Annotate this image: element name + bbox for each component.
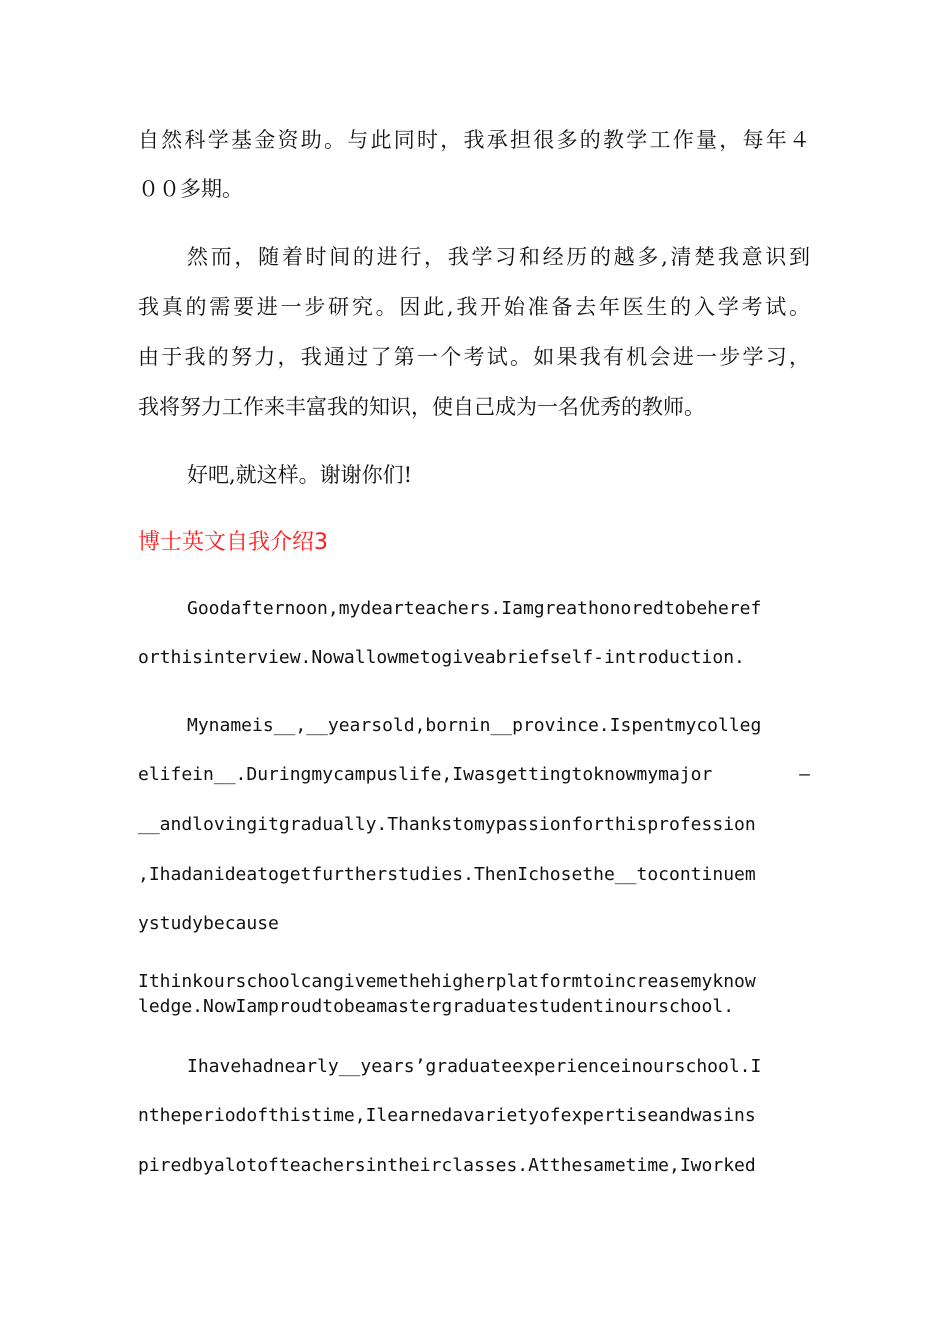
section-heading: 博士英文自我介绍3 xyxy=(138,530,328,555)
paragraph-line: Mynameis__,__yearsold,bornin__province.Ispentmycolleg xyxy=(187,715,762,736)
paragraph-line: piredbyalotofteachersintheirclasses.Atthesametime,Iworked xyxy=(138,1155,756,1176)
paragraph-line: 好吧,就这样。谢谢你们! xyxy=(187,463,413,487)
paragraph-line: 自然科学基金资助。与此同时，我承担很多的教学工作量，每年４ xyxy=(138,128,810,152)
paragraph-line: 由于我的努力，我通过了第一个考试。如果我有机会进一步学习， xyxy=(138,345,810,369)
paragraph-line: ledge.NowIamproudtobeamastergraduatestudentinourschool. xyxy=(138,996,735,1017)
paragraph-line: Ithinkourschoolcangivemethehigherplatformtoincreasemyknow xyxy=(138,971,756,992)
paragraph-line: ００多期。 xyxy=(138,177,243,201)
paragraph-line: ,Ihadanideatogetfurtherstudies.ThenIchosethe__tocontinuem xyxy=(138,864,756,885)
paragraph-line: ntheperiodofthistime,Ilearnedavarietyofexpertiseandwasins xyxy=(138,1105,756,1126)
paragraph-line: 我真的需要进一步研究。因此,我开始准备去年医生的入学考试。 xyxy=(138,295,810,319)
paragraph-line: orthisinterview.Nowallowmetogiveabriefself-introduction. xyxy=(138,647,745,668)
paragraph-line: elifein__.Duringmycampuslife,Iwasgettingtoknowmymajor — xyxy=(138,764,810,785)
paragraph-line: Ihavehadnearly__years’graduateexperienceinourschool.I xyxy=(187,1056,762,1077)
paragraph-line: 然而，随着时间的进行，我学习和经历的越多,清楚我意识到 xyxy=(187,245,810,269)
paragraph-line: 我将努力工作来丰富我的知识，使自己成为一名优秀的教师。 xyxy=(138,395,705,419)
paragraph-line: ystudybecause xyxy=(138,913,279,934)
paragraph-line: __andlovingitgradually.Thankstomypassionforthisprofession xyxy=(138,814,756,835)
paragraph-line: Goodafternoon,mydearteachers.Iamgreathonoredtobeheref xyxy=(187,598,762,619)
